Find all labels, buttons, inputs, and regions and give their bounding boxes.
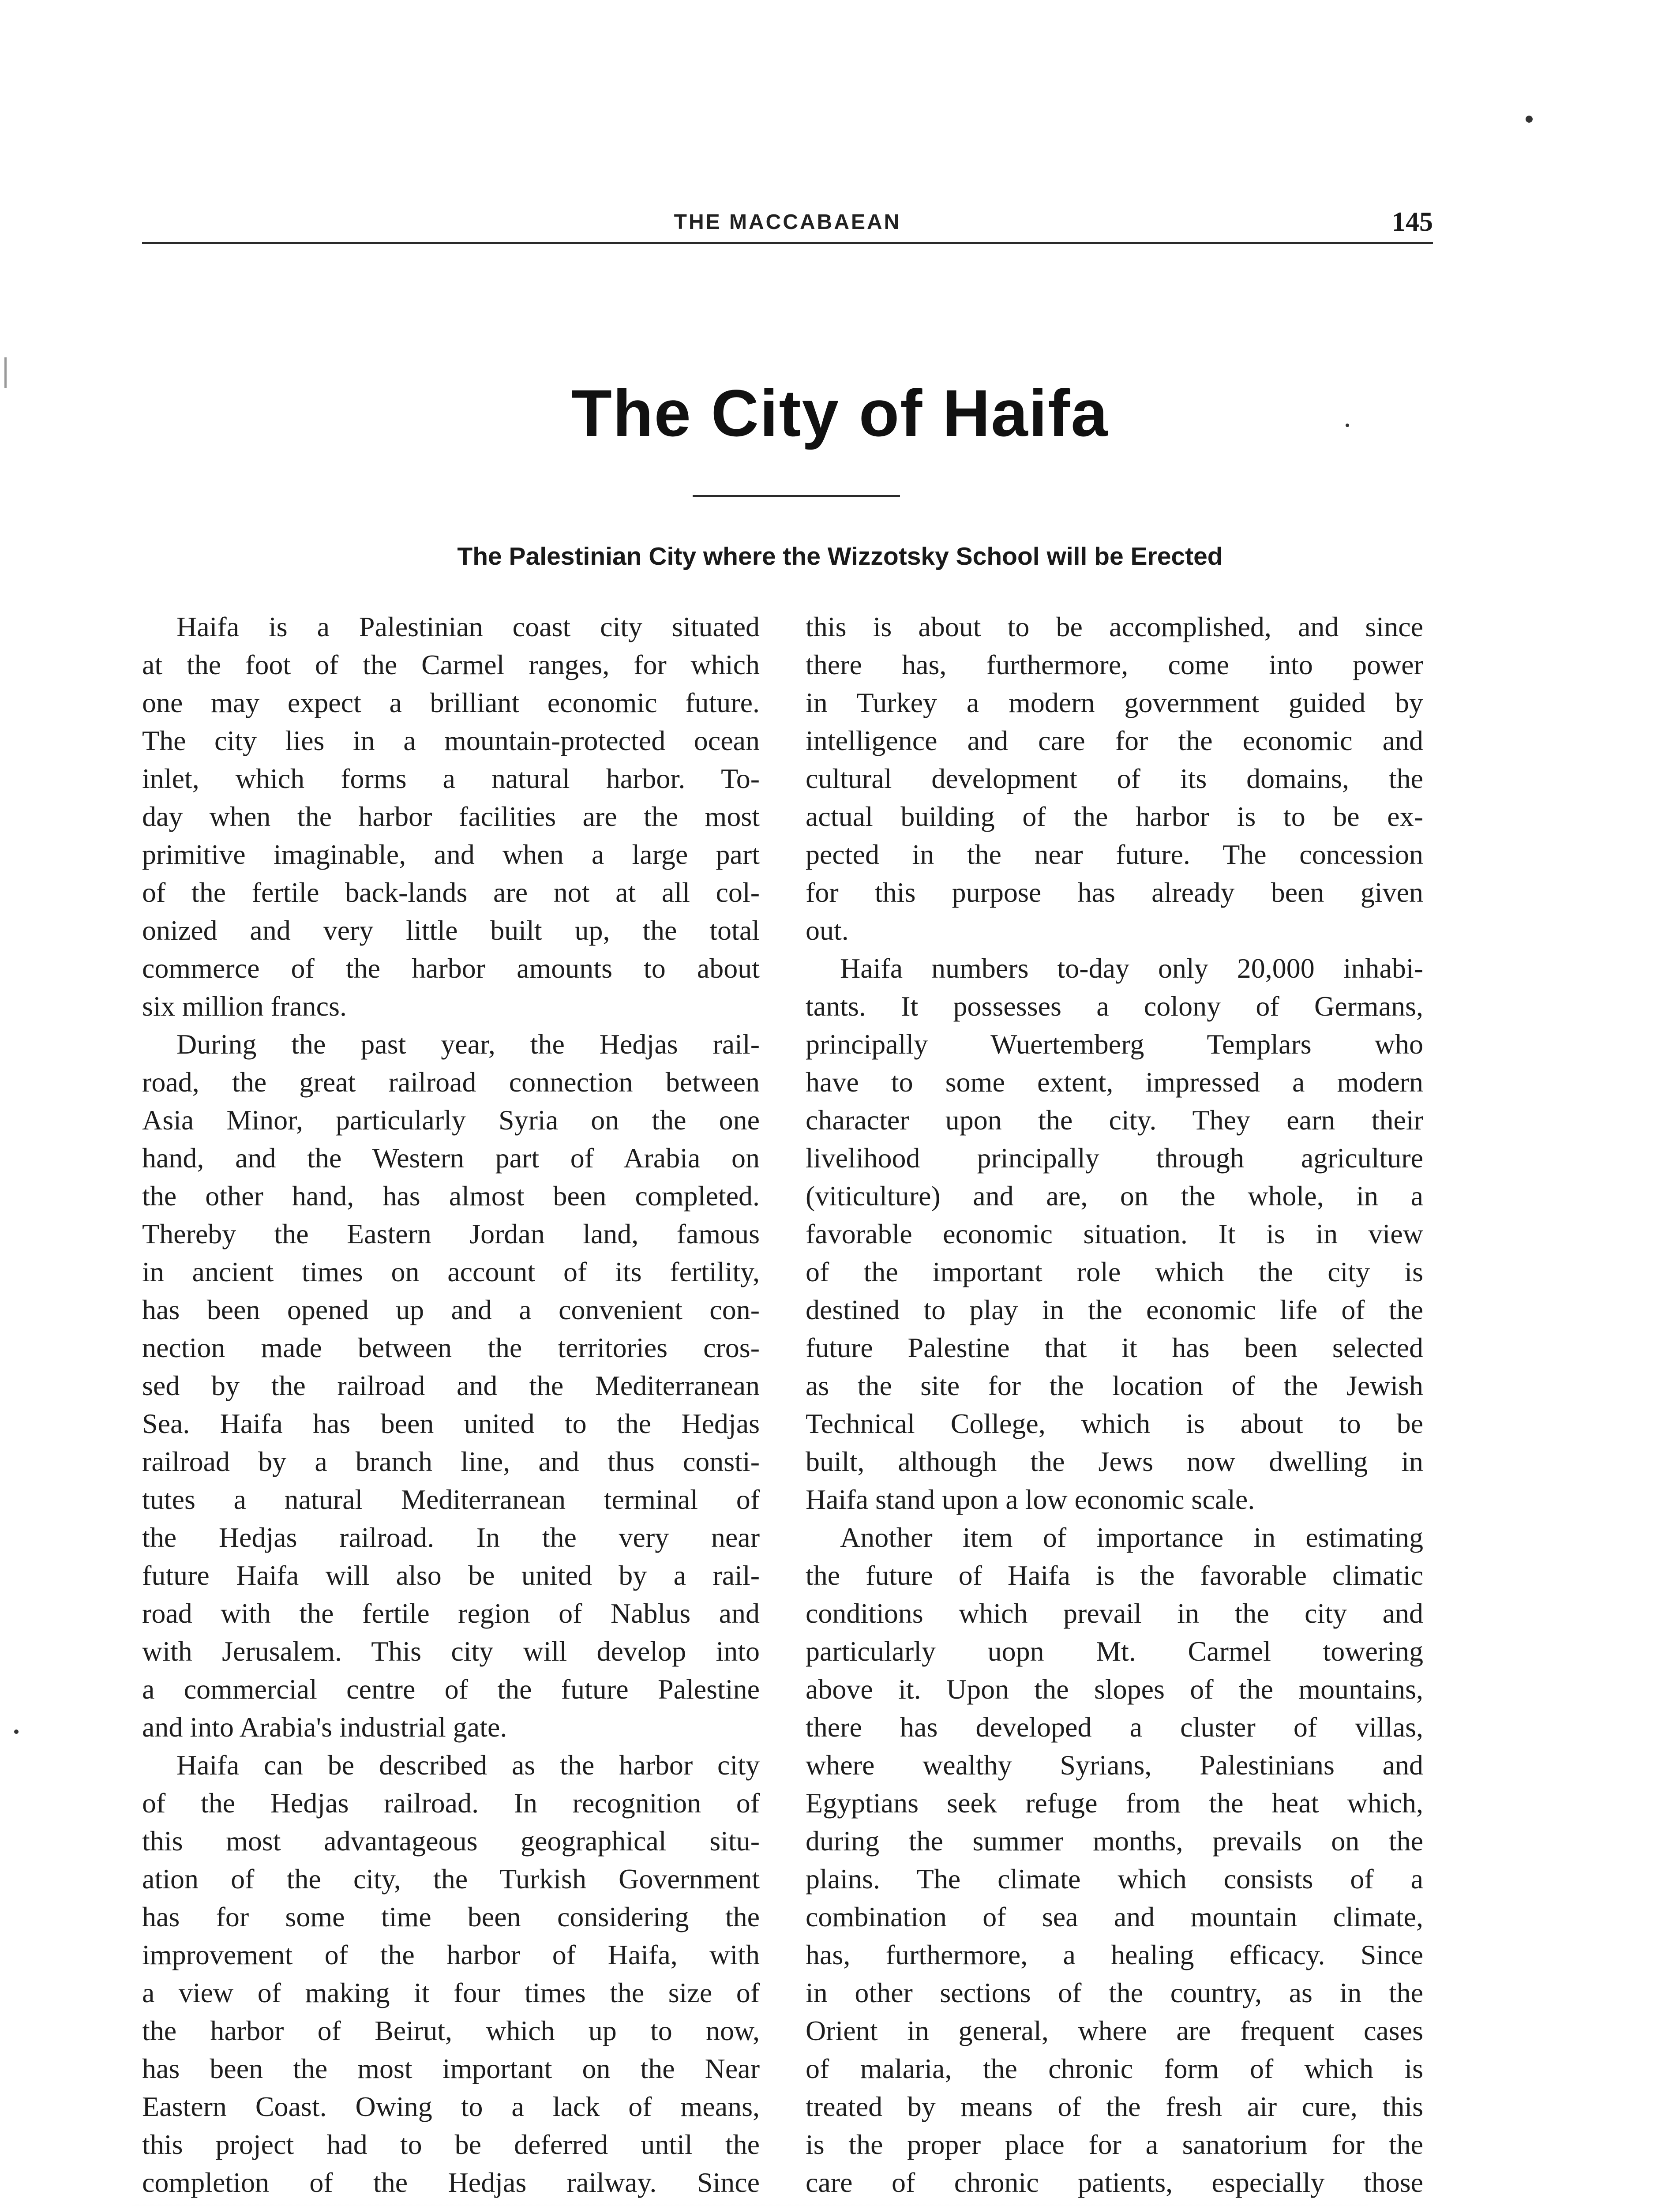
scan-edge-mark bbox=[4, 357, 7, 388]
right-column bbox=[806, 608, 1423, 2202]
left-column-line: road, the great railroad connection between bbox=[142, 1066, 760, 1098]
left-column-line: this most advantageous geographical situ- bbox=[142, 1825, 760, 1857]
left-column-line: at the foot of the Carmel ranges, for which bbox=[142, 649, 760, 680]
right-column-line: care of chronic patients, especially those bbox=[806, 2167, 1423, 2198]
right-column-line: there has developed a cluster of villas, bbox=[806, 1711, 1423, 1743]
right-column-line: tants. It possesses a colony of Germans, bbox=[806, 990, 1423, 1022]
right-column-line: pected in the near future. The concession bbox=[806, 839, 1423, 870]
right-column-line: future Palestine that it has been selected bbox=[806, 1332, 1423, 1363]
left-column-line: and into Arabia's industrial gate. bbox=[142, 1711, 507, 1743]
right-column-line: plains. The climate which consists of a bbox=[806, 1863, 1423, 1895]
right-column-line: Another item of importance in estimating bbox=[840, 1522, 1423, 1553]
right-column-line: treated by means of the fresh air cure, this bbox=[806, 2091, 1423, 2122]
right-column-line: conditions which prevail in the city and bbox=[806, 1598, 1423, 1629]
right-column-line: Haifa stand upon a low economic scale. bbox=[806, 1484, 1255, 1515]
right-column-line: has, furthermore, a healing efficacy. Since bbox=[806, 1939, 1423, 1970]
right-column-line: in Turkey a modern government guided by bbox=[806, 687, 1423, 718]
right-column-line: above it. Upon the slopes of the mountains, bbox=[806, 1673, 1423, 1705]
left-column-line: the Hedjas railroad. In the very near bbox=[142, 1522, 760, 1553]
left-column-line: has for some time been considering the bbox=[142, 1901, 760, 1932]
left-column bbox=[142, 608, 760, 2202]
scan-shading bbox=[132, 2202, 1368, 2206]
right-column-line: Haifa numbers to-day only 20,000 inhabi- bbox=[840, 953, 1423, 984]
left-column-line: with Jerusalem. This city will develop into bbox=[142, 1636, 760, 1667]
left-column-line: Asia Minor, particularly Syria on the one bbox=[142, 1104, 760, 1136]
scan-speck bbox=[1346, 424, 1349, 427]
left-column-line: sed by the railroad and the Mediterranean bbox=[142, 1370, 760, 1401]
left-column-line: a view of making it four times the size of bbox=[142, 1977, 760, 2008]
right-column-line: during the summer months, prevails on the bbox=[806, 1825, 1423, 1857]
right-column-line: (viticulture) and are, on the whole, in a bbox=[806, 1180, 1423, 1212]
right-column-line: for this purpose has already been given bbox=[806, 877, 1423, 908]
right-column-line: have to some extent, impressed a modern bbox=[806, 1066, 1423, 1098]
left-column-line: in ancient times on account of its fertility, bbox=[142, 1256, 760, 1287]
left-column-line: has been opened up and a convenient con- bbox=[142, 1294, 760, 1325]
right-column-line: in other sections of the country, as in the bbox=[806, 1977, 1423, 2008]
left-column-line: of the fertile back-lands are not at all col- bbox=[142, 877, 760, 908]
left-column-line: hand, and the Western part of Arabia on bbox=[142, 1142, 760, 1174]
left-column-line: Haifa is a Palestinian coast city situated bbox=[176, 611, 760, 642]
right-column-line: Orient in general, where are frequent cases bbox=[806, 2015, 1423, 2046]
left-column-line: primitive imaginable, and when a large part bbox=[142, 839, 760, 870]
left-column-line: onized and very little built up, the total bbox=[142, 915, 760, 946]
left-column-line: Sea. Haifa has been united to the Hedjas bbox=[142, 1408, 760, 1439]
left-column-line: completion of the Hedjas railway. Since bbox=[142, 2167, 760, 2198]
article-subtitle: The Palestinian City where the Wizzotsky School will be Erected bbox=[457, 542, 1223, 570]
left-column-line: this project had to be deferred until the bbox=[142, 2129, 760, 2160]
right-column-line: Technical College, which is about to be bbox=[806, 1408, 1423, 1439]
right-column-line: is the proper place for a sanatorium for the bbox=[806, 2129, 1423, 2160]
left-column-line: tutes a natural Mediterranean terminal of bbox=[142, 1484, 760, 1515]
right-column-line: where wealthy Syrians, Palestinians and bbox=[806, 1749, 1423, 1781]
left-column-line: ation of the city, the Turkish Government bbox=[142, 1863, 760, 1895]
right-column-line: out. bbox=[806, 915, 849, 946]
left-column-line: of the Hedjas railroad. In recognition of bbox=[142, 1787, 760, 1819]
right-column-line: intelligence and care for the economic and bbox=[806, 725, 1423, 756]
left-column-line: improvement of the harbor of Haifa, with bbox=[142, 1939, 760, 1970]
left-column-line: has been the most important on the Near bbox=[142, 2053, 760, 2084]
left-column-line: During the past year, the Hedjas rail- bbox=[176, 1028, 760, 1060]
right-column-line: character upon the city. They earn their bbox=[806, 1104, 1423, 1136]
right-column-line: there has, furthermore, come into power bbox=[806, 649, 1423, 680]
right-column-line: principally Wuertemberg Templars who bbox=[806, 1028, 1423, 1060]
right-column-line: destined to play in the economic life of the bbox=[806, 1294, 1423, 1325]
running-head: THE MACCABAEAN bbox=[674, 210, 901, 234]
left-column-line: the other hand, has almost been completed. bbox=[142, 1180, 760, 1212]
right-column-line: cultural development of its domains, the bbox=[806, 763, 1423, 794]
right-column-line: particularly uopn Mt. Carmel towering bbox=[806, 1636, 1423, 1667]
left-column-line: railroad by a branch line, and thus consti- bbox=[142, 1446, 760, 1477]
left-column-line: nection made between the territories cros- bbox=[142, 1332, 760, 1363]
left-column-line: day when the harbor facilities are the most bbox=[142, 801, 760, 832]
left-column-line: road with the fertile region of Nablus and bbox=[142, 1598, 760, 1629]
right-column-line: favorable economic situation. It is in view bbox=[806, 1218, 1423, 1249]
scan-speck bbox=[1526, 116, 1533, 123]
scan-speck bbox=[14, 1730, 19, 1734]
left-column-line: six million francs. bbox=[142, 990, 347, 1022]
right-column-line: actual building of the harbor is to be ex- bbox=[806, 801, 1423, 832]
right-column-line: built, although the Jews now dwelling in bbox=[806, 1446, 1423, 1477]
right-column-line: as the site for the location of the Jewish bbox=[806, 1370, 1423, 1401]
left-column-line: future Haifa will also be united by a rail- bbox=[142, 1560, 760, 1591]
left-column-line: The city lies in a mountain-protected ocean bbox=[142, 725, 760, 756]
right-column-line: combination of sea and mountain climate, bbox=[806, 1901, 1423, 1932]
left-column-line: one may expect a brilliant economic future. bbox=[142, 687, 760, 718]
right-column-line: of malaria, the chronic form of which is bbox=[806, 2053, 1423, 2084]
page-number: 145 bbox=[1392, 207, 1433, 237]
left-column-line: Eastern Coast. Owing to a lack of means, bbox=[142, 2091, 760, 2122]
page-header bbox=[142, 206, 1433, 244]
article-title: The City of Haifa bbox=[571, 376, 1109, 450]
right-column-line: the future of Haifa is the favorable climatic bbox=[806, 1560, 1423, 1591]
left-column-line: inlet, which forms a natural harbor. To- bbox=[142, 763, 760, 794]
right-column-line: Egyptians seek refuge from the heat which, bbox=[806, 1787, 1423, 1819]
left-column-line: the harbor of Beirut, which up to now, bbox=[142, 2015, 760, 2046]
title-rule bbox=[693, 495, 900, 497]
left-column-line: Thereby the Eastern Jordan land, famous bbox=[142, 1218, 760, 1249]
right-column-line: this is about to be accomplished, and since bbox=[806, 611, 1423, 642]
left-column-line: a commercial centre of the future Palestine bbox=[142, 1673, 760, 1705]
left-column-line: commerce of the harbor amounts to about bbox=[142, 953, 760, 984]
right-column-line: of the important role which the city is bbox=[806, 1256, 1423, 1287]
right-column-line: livelihood principally through agriculture bbox=[806, 1142, 1423, 1174]
left-column-line: Haifa can be described as the harbor city bbox=[176, 1749, 760, 1781]
